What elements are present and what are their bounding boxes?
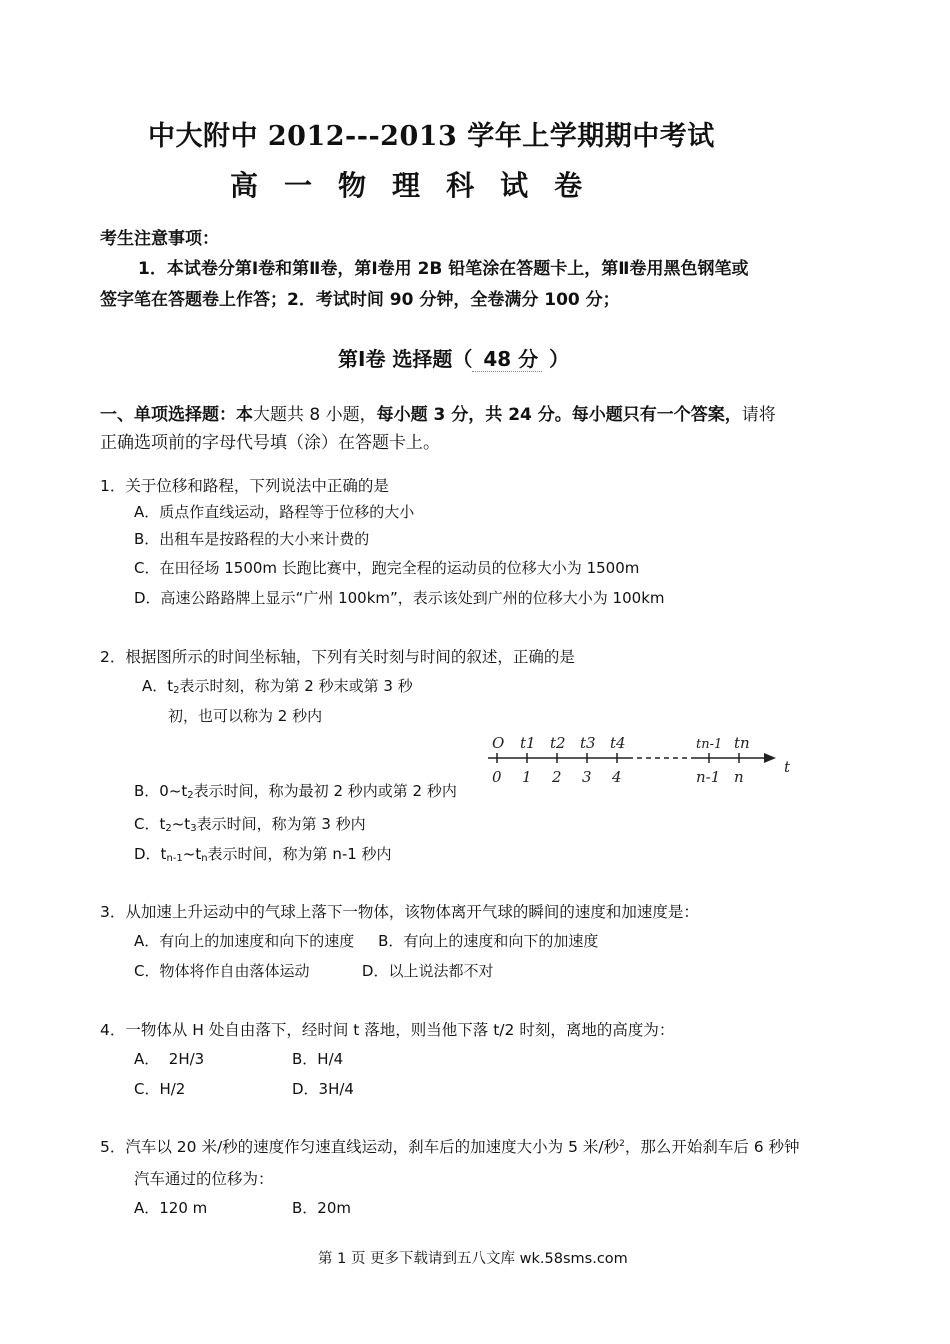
axis-bottom-label: 2 <box>552 768 562 786</box>
axis-top-label: t4 <box>610 734 626 752</box>
q2-d-text: 表示时间，称为第 n-1 秒内 <box>207 845 392 863</box>
q2-option-a-cont: 初，也可以称为 2 秒内 <box>168 707 323 725</box>
q1-option-b: B．出租车是按路程的大小来计费的 <box>134 530 370 548</box>
axis-bottom-label: 1 <box>522 768 532 786</box>
q5-stem-sup: 2 <box>619 1138 625 1149</box>
q4-stem: 4．一物体从 H 处自由落下，经时间 t 落地，则当他下落 t/2 时刻，离地的高度为： <box>100 1021 675 1039</box>
q2-c-sub1: 2 <box>165 823 172 834</box>
q5-stem <box>100 1135 800 1157</box>
part1-label: 一、单项选择题：本 <box>100 405 253 425</box>
q4-option-d: D．3H/4 <box>292 1080 354 1098</box>
q5-stem-tail: ，那么开始刹车后 6 秒钟 <box>624 1138 800 1156</box>
exam-title: 中大附中 2012---2013 学年上学期期中考试 <box>148 121 715 152</box>
q2-a-text: 表示时刻，称为第 2 秒末或第 3 秒 <box>179 677 413 695</box>
time-axis-figure <box>476 730 806 800</box>
subtitle-char: 理 <box>392 169 421 202</box>
q2-b-sub: 2 <box>187 790 194 801</box>
axis-bottom-label: n-1 <box>696 768 721 786</box>
exam-subtitle <box>230 164 608 204</box>
axis-top-label: tn <box>734 734 750 752</box>
notice-heading: 考生注意事项： <box>100 229 219 249</box>
q3-stem: 3．从加速上升运动中的气球上落下一物体，该物体离开气球的瞬间的速度和加速度是： <box>100 903 699 921</box>
subtitle-char: 卷 <box>554 169 583 202</box>
q5-stem-line2: 汽车通过的位移为： <box>134 1170 274 1188</box>
q2-d-prefix: D．t <box>134 845 167 863</box>
q2-a-sub: 2 <box>173 685 180 696</box>
section-title <box>338 343 569 372</box>
subtitle-char: 高 <box>230 169 259 202</box>
part1-count: 大题共 8 小题， <box>253 405 377 425</box>
axis-bottom-label: n <box>734 768 744 786</box>
q4-option-c: C．H/2 <box>134 1080 186 1098</box>
axis-arrow-icon <box>764 753 776 763</box>
notice-line-1: 1．本试卷分第Ⅰ卷和第Ⅱ卷，第Ⅰ卷用 2B 铅笔涂在答题卡上，第Ⅱ卷用黑色钢笔或 <box>138 259 749 279</box>
axis-top-label: O <box>492 734 505 752</box>
axis-name-label: t <box>784 758 791 776</box>
q2-option-c <box>134 813 366 834</box>
axis-bottom-label: 4 <box>612 768 622 786</box>
q3-options-cd: C．物体将作自由落体运动 D．以上说法都不对 <box>134 962 494 980</box>
q1-stem: 1．关于位移和路程，下列说法中正确的是 <box>100 477 389 495</box>
part1-scoring: 每小题 3 分，共 24 分。每小题只有一个答案， <box>376 405 742 425</box>
axis-top-label: t3 <box>580 734 596 752</box>
q1-option-d: D．高速公路路牌上显示“广州 100km”，表示该处到广州的位移大小为 100km <box>134 589 665 607</box>
q2-d-sub2: n <box>201 853 208 864</box>
part1-instructions-line1 <box>100 400 776 425</box>
notice-line-2: 签字笔在答题卷上作答；2．考试时间 90 分钟，全卷满分 100 分； <box>100 290 620 310</box>
q1-option-a: A．质点作直线运动，路程等于位移的大小 <box>134 503 415 521</box>
q2-a-prefix: A．t <box>142 677 174 695</box>
q2-option-b <box>134 780 457 801</box>
q5-option-b: B．20m <box>292 1199 351 1217</box>
axis-top-label: t2 <box>550 734 566 752</box>
q4-option-a: A． 2H/3 <box>134 1050 205 1068</box>
axis-bottom-label: 0 <box>492 768 502 786</box>
q2-stem: 2．根据图所示的时间坐标轴，下列有关时刻与时间的叙述，正确的是 <box>100 648 575 666</box>
q2-b-text: 表示时间，称为最初 2 秒内或第 2 秒内 <box>193 782 457 800</box>
subtitle-char: 物 <box>338 169 367 202</box>
part1-end: 请将 <box>741 405 776 425</box>
q2-c-sub2: 3 <box>190 823 197 834</box>
axis-top-label: tn-1 <box>696 737 723 752</box>
axis-bottom-label: 3 <box>582 768 592 786</box>
q2-option-a <box>142 675 413 696</box>
axis-top-label: t1 <box>520 734 536 752</box>
q5-stem-text: 5．汽车以 20 米/秒的速度作匀速直线运动，刹车后的加速度大小为 5 米/秒 <box>100 1138 620 1156</box>
q2-c-prefix: C．t <box>134 815 166 833</box>
subtitle-char: 一 <box>284 169 313 202</box>
section-score: 48 分 <box>472 347 542 372</box>
subtitle-char: 科 <box>446 169 475 202</box>
q5-option-a: A．120 m <box>134 1199 208 1217</box>
subtitle-char: 试 <box>500 169 529 202</box>
q2-c-text: 表示时间，称为第 3 秒内 <box>196 815 366 833</box>
section-title-prefix: 第Ⅰ卷 选择题（ <box>338 347 473 371</box>
q4-option-b: B．H/4 <box>292 1050 344 1068</box>
q2-option-d <box>134 843 392 864</box>
q1-option-c: C．在田径场 1500m 长跑比赛中，跑完全程的运动员的位移大小为 1500m <box>134 559 640 577</box>
q2-b-prefix: B．0~t <box>134 782 188 800</box>
q2-d-mid: ~t <box>182 845 202 863</box>
q3-options-ab: A．有向上的加速度和向下的速度 B．有向上的速度和向下的加速度 <box>134 932 599 950</box>
section-title-suffix: ） <box>542 347 570 371</box>
page-footer: 第 1 页 更多下载请到五八文库 wk.58sms.com <box>318 1251 628 1267</box>
q2-d-sub1: n-1 <box>166 853 183 864</box>
part1-instructions-line2: 正确选项前的字母代号填（涂）在答题卡上。 <box>100 433 440 453</box>
q2-c-mid: ~t <box>171 815 191 833</box>
